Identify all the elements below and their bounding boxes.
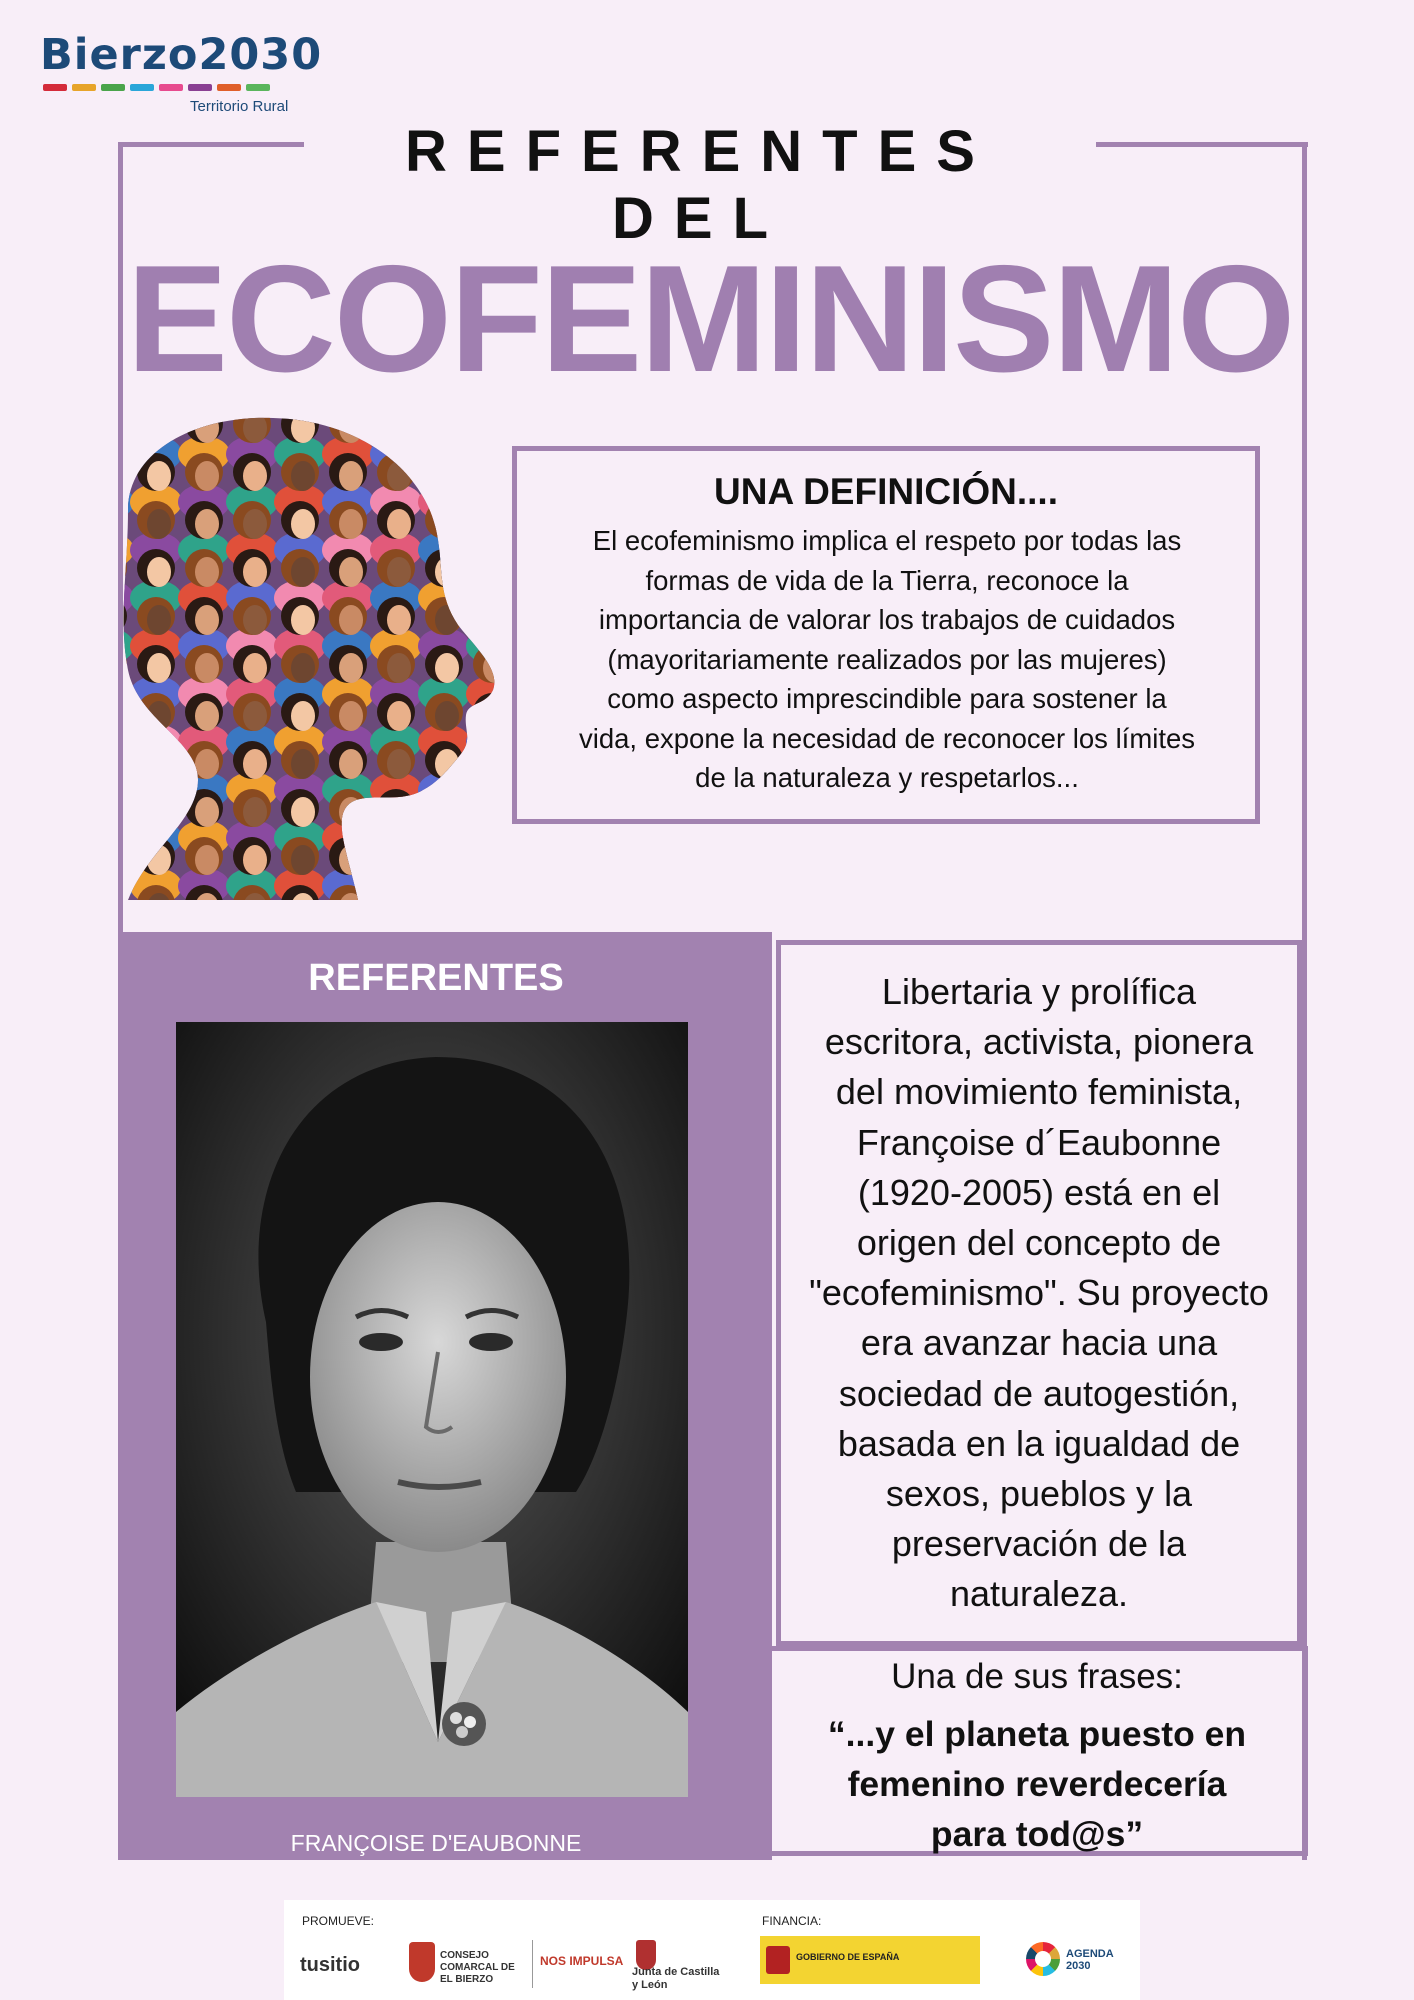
footer-divider [532,1940,533,1988]
definition-line: El ecofeminismo implica el respeto por todas las [592,525,1182,556]
referentes-panel [118,932,772,1860]
quote-line: para tod@s” [930,1814,1144,1854]
logo-bar-segment [246,84,270,91]
quote-lead: Una de sus frases: [891,1657,1183,1696]
logo-subtitle: Territorio Rural [190,98,289,115]
bio-line: Françoise d´Eaubonne [856,1121,1222,1163]
logo-bar-segment [72,84,96,91]
gobierno-espana-label: GOBIERNO DE ESPAÑA [796,1952,900,1962]
bio-line: "ecofeminismo". Su proyecto [809,1272,1269,1314]
bierzo2030-logo [40,30,323,118]
definition-line: como aspecto imprescindible para sostener la [607,683,1167,714]
quote-line: “...y el planeta puesto en [827,1714,1247,1754]
bio-line: preservación de la [891,1523,1187,1565]
agenda-2030-wheel-icon [1026,1942,1060,1976]
portrait-caption: FRANÇOISE D'EAUBONNE [290,1830,582,1856]
logo-color-bar [43,84,270,91]
logo-bar-segment [101,84,125,91]
bio-line: Libertaria y prolífica [881,971,1197,1012]
definition-line: de la naturaleza y respetarlos... [695,762,1079,793]
bio-line: (1920-2005) está en el [857,1171,1221,1213]
logo-name: Bierzo2030 [40,30,323,80]
frame-right [1302,142,1307,1860]
definition-line: formas de vida de la Tierra, reconoce la [645,564,1129,596]
promueve-label: PROMUEVE: [302,1914,375,1928]
definition-line: (mayoritariamente realizados por las mujeres) [607,643,1167,675]
logo-bar-segment [159,84,183,91]
definition-text [537,521,1237,798]
biography-box [776,940,1302,1646]
frame-top-left [118,142,304,147]
frame-top-right [1096,142,1308,147]
referentes-heading: REFERENTES [308,957,564,999]
biography-text [781,967,1297,1620]
logo-bar-segment [188,84,212,91]
women-head-silhouette-illustration [108,410,508,900]
bio-line: origen del concepto de [856,1222,1222,1264]
consejo-comarcal-logo: CONSEJO COMARCAL DE EL BIERZO [440,1950,515,1985]
spain-shield-icon [766,1946,790,1974]
definition-heading: UNA DEFINICIÓN.... [714,471,1058,512]
bio-line: escritora, activista, pionera [824,1021,1254,1063]
definition-box [512,446,1260,824]
title-ecofeminismo: ECOFEMINISMO [126,234,1294,404]
nos-impulsa-logo: NOS IMPULSA [540,1954,624,1968]
title-referentes-del: REFERENTES DEL [405,119,995,251]
portrait-photo [176,1022,688,1797]
wheel-center [1035,1951,1051,1967]
agenda-2030-logo: AGENDA 2030 [1066,1948,1114,1972]
gobierno-espana-banner [760,1936,980,1984]
bio-line: del movimiento feminista, [835,1071,1243,1113]
logo-bar-segment [43,84,67,91]
logo-bar-segment [217,84,241,91]
financia-label: FINANCIA: [762,1914,822,1928]
definition-line: vida, expone la necesidad de reconocer los límites [578,722,1196,754]
tusitio-logo: tusitio [300,1954,360,1976]
junta-castilla-leon-logo: Junta de Castilla y León [632,1966,720,1991]
bio-line: naturaleza. [949,1573,1129,1615]
bio-line: sexos, pueblos y la [885,1473,1193,1515]
bio-line: sociedad de autogestión, [838,1372,1240,1414]
quote-box [772,1646,1308,1856]
bio-line: era avanzar hacia una [860,1322,1218,1364]
definition-line: importancia de valorar los trabajos de cuidados [598,604,1176,635]
bio-line: basada en la igualdad de [837,1422,1241,1464]
sponsors-footer [284,1900,1140,2000]
quote-line: femenino reverdecería [847,1764,1227,1804]
el-bierzo-shield-icon [409,1942,435,1982]
quote-text [772,1709,1302,1859]
logo-bar-segment [130,84,154,91]
